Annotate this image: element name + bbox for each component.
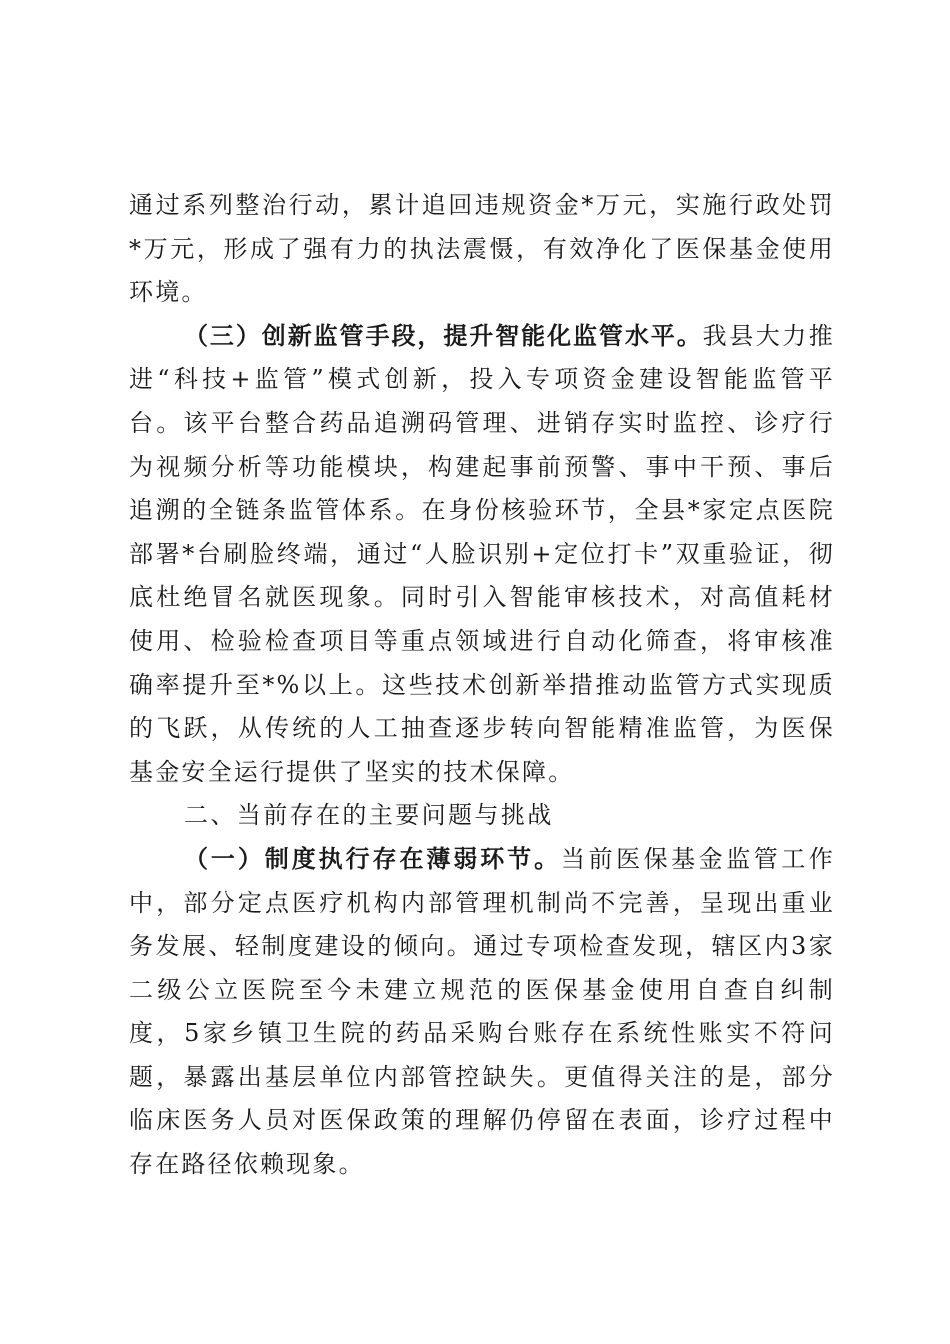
section-title-text: 二、当前存在的主要问题与挑战 [184, 801, 554, 830]
subheading-system-execution: （一）制度执行存在薄弱环节。 [184, 844, 562, 873]
paragraph-system-execution-body: 当前医保基金监管工作中，部分定点医疗机构内部管理机制尚不完善，呈现出重业务发展、轻制度建设的倾向。通过专项检查发现，辖区内3家二级公立医院至今未建立规范的医保基金使用自查自纠制度，5家乡镇卫生院的药品采购台账存在系统性账实不符问题，暴露出基层单位内部管控缺失。更值得关注的是，部分临床医务人员对医保政策的理解仍停留在表面，诊疗过程中存在路径依赖现象。 [129, 844, 836, 1179]
body-text [129, 184, 835, 1187]
subheading-innovation: （三）创新监管手段，提升智能化监管水平。 [184, 321, 703, 350]
paragraph-smart-supervision-body: 我县大力推进“科技+监管”模式创新，投入专项资金建设智能监管平台。该平台整合药品追溯码管理、进销存实时监控、诊疗行为视频分析等功能模块，构建起事前预警、事中干预、事后追溯的全链条监管体系。在身份核验环节，全县*家定点医院部署*台刷脸终端，通过“人脸识别+定位打卡”双重验证，彻底杜绝冒名就医现象。同时引入智能审核技术，对高值耗材使用、检验检查项目等重点领域进行自动化筛查，将审核准确率提升至*%以上。这些技术创新举措推动监管方式实现质的飞跃，从传统的人工抽查逐步转向智能精准监管，为医保基金安全运行提供了坚实的技术保障。 [129, 321, 836, 786]
paragraph-continuation-text: 通过系列整治行动，累计追回违规资金*万元，实施行政处罚*万元，形成了强有力的执法震慑，有效净化了医保基金使用环境。 [129, 191, 835, 307]
paragraph-system-execution [129, 838, 835, 1187]
paragraph-continuation [129, 184, 835, 315]
section-title-problems [129, 794, 835, 838]
paragraph-smart-supervision [129, 315, 835, 795]
